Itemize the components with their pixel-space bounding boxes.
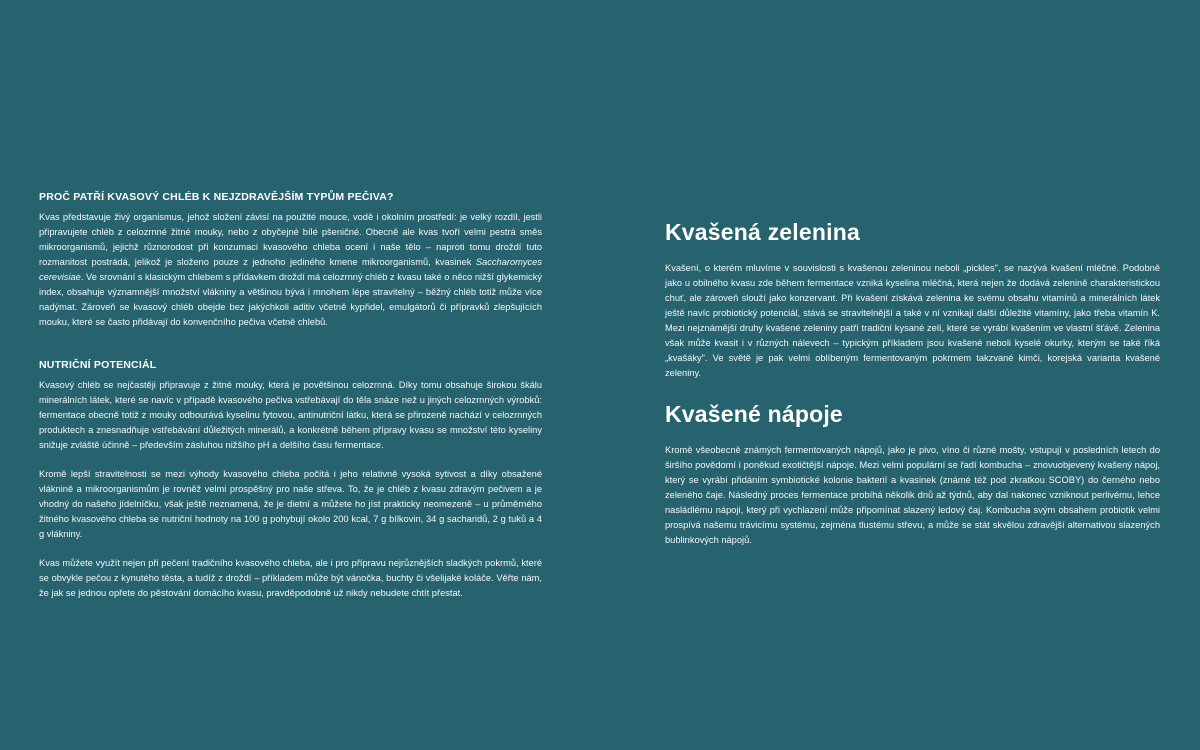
body-paragraph: Kvašení, o kterém mluvíme v souvislosti s kvašenou zeleninou neboli „pickles", se nazývá kvašení mléčné. Podobně jako u obilného kvasu zde během fermentace vzniká kyselina mléčná, která nejen že dodává zelenině charakteristickou chuť, ale zároveň slouží jako konzervant. Při kvašení získává zelenina ke svému obsahu vitamínů a minerálních látek ještě navíc probiotický potenciál, stává se stravitelnější a také v ní vznikají další důležité vitamíny, jako třeba vitamín K. Mezi nejznámější druhy kvašené zeleniny patří tradiční kysané zelí, které se vyrábí kvašením ve vlastní šťávě. Zelenina však může kvasit i v různých nálevech – typickým příkladem jsou kvašené neboli kyselé okurky, kterým se také říká „kvašáky". Ve světě je pak velmi oblíbeným fermentovaným pokrmem takzvané kimči, korejská varianta kvašené zeleniny.	[665, 263, 1160, 378]
body-paragraph: Kromě všeobecně známých fermentovaných nápojů, jako je pivo, víno či různé mošty, vstupují v posledních letech do širšího povědomí i poněkud exotičtější nápoje. Mezi velmi populární se řadí kombucha – znovuobjevený kvašený nápoj, který se vyrábí přidáním symbiotické kolonie bakterií a kvasinek (známé též pod zkratkou SCOBY) do černého nebo zeleného čaje. Následný proces fermentace probíhá několik dnů až týdnů, aby dal nakonec vzniknout perlivému, lehce nasládlému nápoji, který při vychlazení může připomínat slazený ledový čaj. Kombucha svým obsahem probiotik velmi prospívá našemu trávicímu systému, zejména tlustému střevu, a může se stát skvělou zdravější alternativou slazených bublinkových nápojů.	[665, 445, 1160, 545]
body-paragraph: Kromě lepší stravitelnosti se mezi výhody kvasového chleba počítá i jeho relativně vysoká sytivost a díky obsažené vláknině a mikroorganismům je rovněž velmi prospěšný pro naše střeva. To, že je chléb z kvasu zdravým pečivem a je vhodný do našeho jídelníčku, však ještě neznamená, že je dietní a můžete ho jíst prakticky neomezeně – u průměrného žitného kvasového chleba se nutriční hodnoty na 100 g pohybují okolo 200 kcal, 7 g bílkovin, 34 g sacharidů, 2 g tuků a 4 g vlákniny.	[39, 469, 542, 539]
block-fermented-vegetables	[665, 217, 1160, 381]
section-heading: PROČ PATŘÍ KVASOVÝ CHLÉB K NEJZDRAVĚJŠÍM TYPŮM PEČIVA?	[39, 191, 394, 203]
block-fermented-drinks	[665, 399, 1160, 548]
body-paragraph: Kvasový chléb se nejčastěji připravuje z žitné mouky, která je povětšinou celozrnná. Díky tomu obsahuje širokou škálu minerálních látek, které se navíc v případě kvasového pečiva vstřebávají do těla snáze než u jiných celozrnných výrobků: fermentace obecně totiž z mouky odbourává kyselinu fytovou, antinutriční látku, která se přirozeně nachází v celozrnných produktech a znesnadňuje vstřebávání důležitých minerálů, a konkrétně během přípravy kvasu se množství této kyseliny snižuje zvláště účinně – především zásluhou nižšího pH a delšího času fermentace.	[39, 380, 542, 450]
right-column	[665, 217, 1160, 548]
block-title: Kvašená zelenina	[665, 219, 860, 245]
body-paragraph: Kvas můžete využít nejen při pečení tradičního kvasového chleba, ale i pro přípravu nejrůznějších sladkých pokrmů, které se obvykle pečou z kynutého těsta, a tudíž z droždí – příkladem může být vánočka, buchty či všelijaké koláče. Věřte nám, že jak se jednou opřete do pěstování domácího kvasu, pravděpodobně už nikdy nebudete chtít přestat.	[39, 558, 542, 598]
section-nutrition	[39, 358, 542, 601]
section-heading: NUTRIČNÍ POTENCIÁL	[39, 359, 157, 371]
block-title: Kvašené nápoje	[665, 401, 843, 427]
body-paragraph: Kvas představuje živý organismus, jehož složení závisí na použité mouce, vodě i okolním prostředí: je velký rozdíl, jestli připravujete chléb z celozrnné žitné mouky, nebo z obyčejné bílé pšeničné. Obecně ale kvas tvoří velmi pestrá směs mikroorganismů, jejichž různorodost při konzumaci kvasového chleba ocení i naše tělo – naproti tomu droždí tuto rozmanitost postrádá, jelikož je složeno pouze z jednoho jediného kmene mikroorganismů, kvasinek Saccharomyces cerevisiae. Ve srovnání s klasickým chlebem s přídavkem droždí má celozrnný chléb z kvasu také o něco nižší glykemický index, obsahuje významnější množství vlákniny a většinou bývá i mnohem lépe stravitelný – běžný chléb totiž může více nadýmat. Zároveň se kvasový chléb obejde bez jakýchkoli aditiv včetně kypřidel, emulgátorů či přípravků zlepšujících mouku, které se často přidávají do konvenčního pečiva včetně chlebů.	[39, 212, 542, 327]
left-column	[39, 190, 542, 601]
section-why-sourdough	[39, 190, 542, 330]
species-name: Saccharomyces cerevisiae	[39, 257, 542, 282]
